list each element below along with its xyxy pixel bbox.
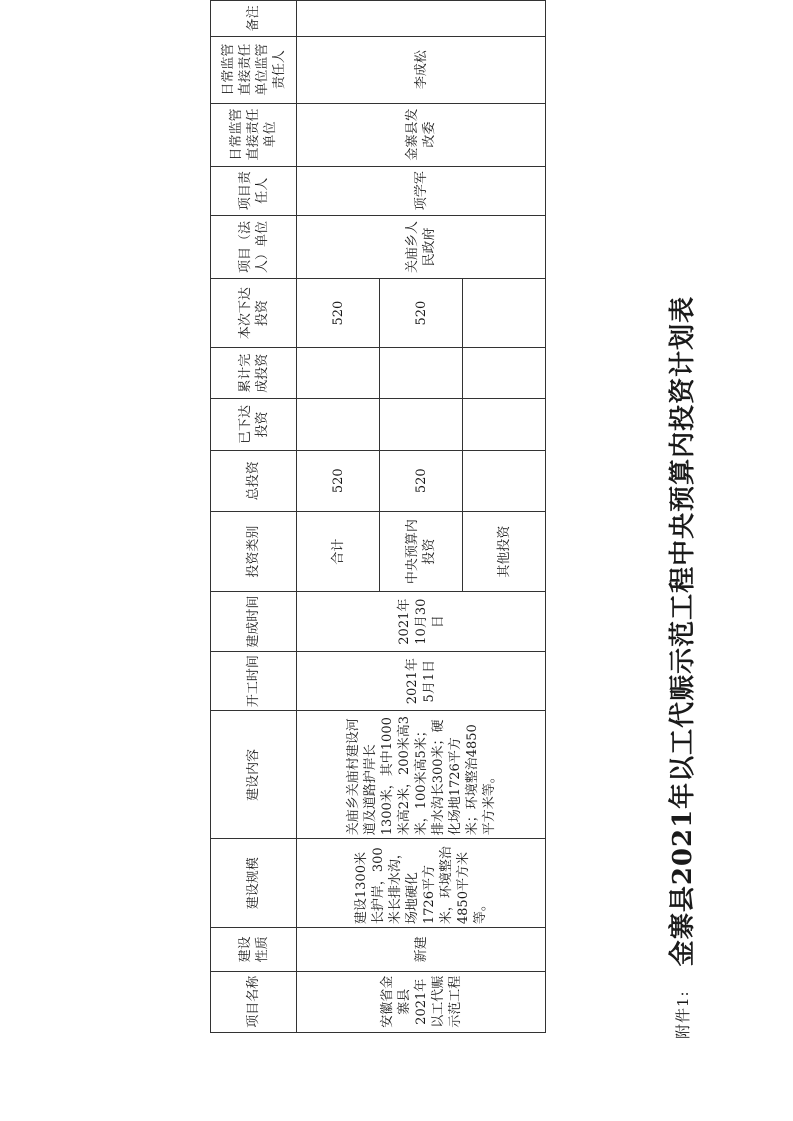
header-project-lead: 项目责任人 bbox=[211, 166, 297, 215]
header-supervise-unit: 日常监管直接责任单位 bbox=[211, 103, 297, 166]
header-issued-invest: 已下达投资 bbox=[211, 399, 297, 450]
header-remark: 备注 bbox=[211, 1, 297, 37]
header-current-invest: 本次下达投资 bbox=[211, 279, 297, 348]
cell-legal-unit: 关庙乡人民政府 bbox=[297, 215, 546, 278]
cell-completed-invest bbox=[297, 348, 380, 399]
investment-table bbox=[210, 0, 546, 1033]
header-project-name: 项目名称 bbox=[211, 971, 297, 1032]
header-build-nature: 建设性质 bbox=[211, 928, 297, 971]
cell-invest-type: 中央预算内投资 bbox=[380, 511, 463, 592]
header-build-content: 建设内容 bbox=[211, 711, 297, 839]
cell-total-invest bbox=[463, 450, 546, 511]
cell-issued-invest bbox=[297, 399, 380, 450]
header-supervise-person: 日常监管直接责任单位监管责任人 bbox=[211, 36, 297, 103]
header-row bbox=[211, 1, 297, 1033]
cell-total-invest: 520 bbox=[380, 450, 463, 511]
cell-project-lead: 项学军 bbox=[297, 166, 546, 215]
header-invest-type: 投资类别 bbox=[211, 511, 297, 592]
header-start-time: 开工时间 bbox=[211, 651, 297, 711]
table-row bbox=[297, 1, 380, 1033]
cell-remark bbox=[297, 1, 546, 37]
cell-invest-type: 其他投资 bbox=[463, 511, 546, 592]
cell-project-name: 安徽省金寨县2021年以工代赈示范工程 bbox=[297, 971, 546, 1032]
cell-build-nature: 新建 bbox=[297, 928, 546, 971]
attachment-label: 附件1: bbox=[674, 990, 692, 1039]
cell-build-scale: 建设1300米长护岸，300米长排水沟，场地硬化1726平方米，环境整治4850平方米等。 bbox=[297, 839, 546, 928]
cell-finish-time: 2021年10月30日 bbox=[297, 592, 546, 652]
cell-completed-invest bbox=[380, 348, 463, 399]
cell-build-content: 关庙乡关庙村建设河道及道路护岸长1300米，其中1000米高2米，200米高3米，100米高5米；排水沟长300米；硬化场地1726平方米；环境整治4850平方米等。 bbox=[297, 711, 546, 839]
cell-total-invest: 520 bbox=[297, 450, 380, 511]
page-title: 金寨县2021年以工代赈示范工程中央预算内投资计划表 bbox=[668, 295, 698, 967]
cell-issued-invest bbox=[380, 399, 463, 450]
cell-invest-type: 合计 bbox=[297, 511, 380, 592]
cell-supervise-person: 李成松 bbox=[297, 36, 546, 103]
cell-completed-invest bbox=[463, 348, 546, 399]
header-legal-unit: 项目（法人）单位 bbox=[211, 215, 297, 278]
cell-issued-invest bbox=[463, 399, 546, 450]
header-build-scale: 建设规模 bbox=[211, 839, 297, 928]
cell-supervise-unit: 金寨县发改委 bbox=[297, 103, 546, 166]
cell-current-invest: 520 bbox=[297, 279, 380, 348]
header-finish-time: 建成时间 bbox=[211, 592, 297, 652]
header-total-invest: 总投资 bbox=[211, 450, 297, 511]
cell-start-time: 2021年5月1日 bbox=[297, 651, 546, 711]
cell-current-invest: 520 bbox=[380, 279, 463, 348]
cell-current-invest bbox=[463, 279, 546, 348]
header-completed-invest: 累计完成投资 bbox=[211, 348, 297, 399]
